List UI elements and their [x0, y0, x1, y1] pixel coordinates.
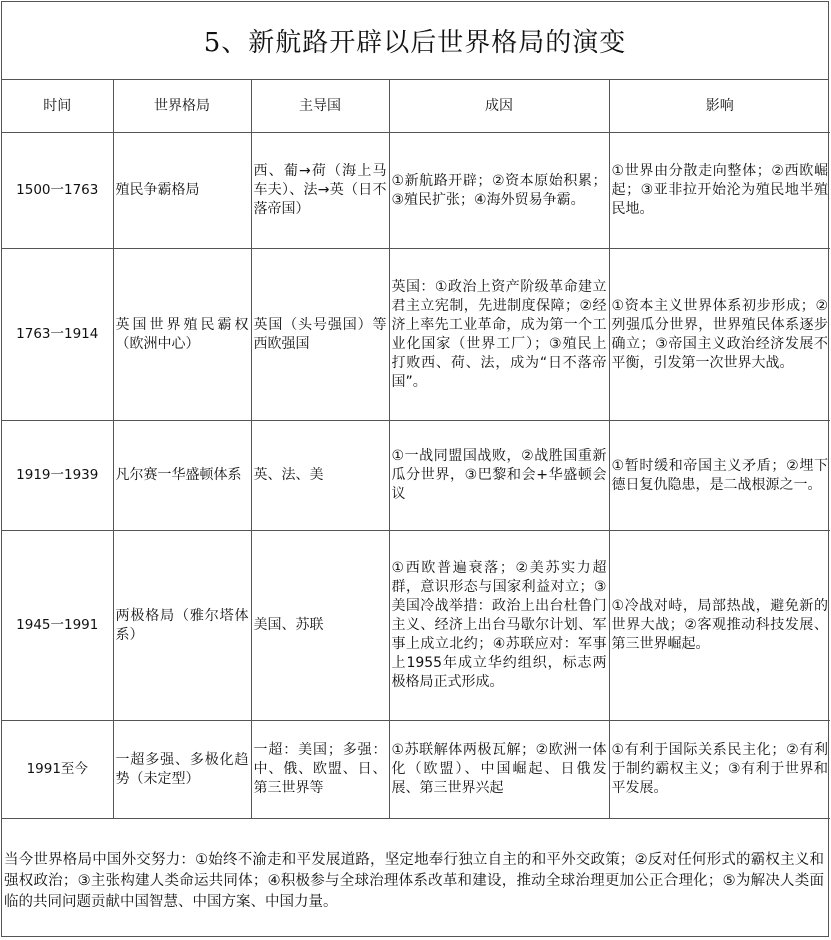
- cell-pattern: 两极格局（雅尔塔体系）: [113, 531, 251, 721]
- cell-impact: ①资本主义世界体系初步形成；②列强瓜分世界，世界殖民体系逐步确立；③帝国主义政治经济发展不平衡，引发第一次世界大战。: [609, 249, 830, 421]
- cell-impact: ①暂时缓和帝国主义矛盾；②埋下德日复仇隐患，是二战根源之一。: [609, 421, 830, 531]
- cell-pattern: 凡尔赛一华盛顿体系: [113, 421, 251, 531]
- cell-impact: ①冷战对峙，局部热战，避免新的世界大战；②客观推动科技发展、第三世界崛起。: [609, 531, 830, 721]
- cell-time: 1763一1914: [2, 249, 113, 421]
- header-time: 时间: [2, 80, 113, 133]
- world-pattern-table: [2, 80, 830, 819]
- cell-cause: 英国：①政治上资产阶级革命建立君主立宪制，先进制度保障；②经济上率先工业革命，成为第一个工业化国家（世界工厂）；③殖民上打败西、荷、法，成为“日不落帝国”。: [389, 249, 609, 421]
- table-row: [2, 133, 830, 249]
- header-dominant: 主导国: [251, 80, 389, 133]
- cell-cause: ①苏联解体两极瓦解；②欧洲一体化（欧盟）、中国崛起、日俄发展、第三世界兴起: [389, 721, 609, 819]
- cell-time: 1991至今: [2, 721, 113, 819]
- document-page: [1, 1, 829, 937]
- table-row: [2, 421, 830, 531]
- cell-pattern: 英国世界殖民霸权（欧洲中心）: [113, 249, 251, 421]
- page-title: 5、新航路开辟以后世界格局的演变: [2, 2, 828, 80]
- cell-impact: ①有利于国际关系民主化；②有利于制约霸权主义；③有利于世界和平发展。: [609, 721, 830, 819]
- cell-dominant: 西、葡→荷（海上马车夫）、法→英（日不落帝国）: [251, 133, 389, 249]
- table-row: [2, 721, 830, 819]
- cell-dominant: 英、法、美: [251, 421, 389, 531]
- cell-dominant: 一超：美国；多强：中、俄、欧盟、日、第三世界等: [251, 721, 389, 819]
- diplomacy-summary: 当今世界格局中国外交努力：①始终不渝走和平发展道路，坚定地奉行独立自主的和平外交政策；②反对任何形式的霸权主义和强权政治；③主张构建人类命运共同体；④积极参与全球治理体系改革和建设，推动全球治理更加公正合理化；⑤为解决人类面临的共同问题贡献中国智慧、中国方案、中国力量。: [4, 852, 824, 910]
- table-header-row: [2, 80, 830, 133]
- cell-dominant: 美国、苏联: [251, 531, 389, 721]
- cell-cause: ①西欧普遍衰落；②美苏实力超群，意识形态与国家利益对立；③美国冷战举措：政治上出台杜鲁门主义、经济上出台马歇尔计划、军事上成立北约；④苏联应对：军事上1955年成立华约组织，标志两极格局正式形成。: [389, 531, 609, 721]
- cell-impact: ①世界由分散走向整体；②西欧崛起；③亚非拉开始沦为殖民地半殖民地。: [609, 133, 830, 249]
- header-pattern: 世界格局: [113, 80, 251, 133]
- cell-pattern: 殖民争霸格局: [113, 133, 251, 249]
- cell-cause: ①新航路开辟；②资本原始积累；③殖民扩张；④海外贸易争霸。: [389, 133, 609, 249]
- cell-dominant: 英国（头号强国）等西欧强国: [251, 249, 389, 421]
- cell-cause: ①一战同盟国战败，②战胜国重新瓜分世界，③巴黎和会+华盛顿会议: [389, 421, 609, 531]
- table-row: [2, 249, 830, 421]
- header-impact: 影响: [609, 80, 830, 133]
- cell-time: 1919一1939: [2, 421, 113, 531]
- header-cause: 成因: [389, 80, 609, 133]
- table-row: [2, 531, 830, 721]
- cell-time: 1500一1763: [2, 133, 113, 249]
- cell-pattern: 一超多强、多极化趋势（未定型）: [113, 721, 251, 819]
- cell-time: 1945一1991: [2, 531, 113, 721]
